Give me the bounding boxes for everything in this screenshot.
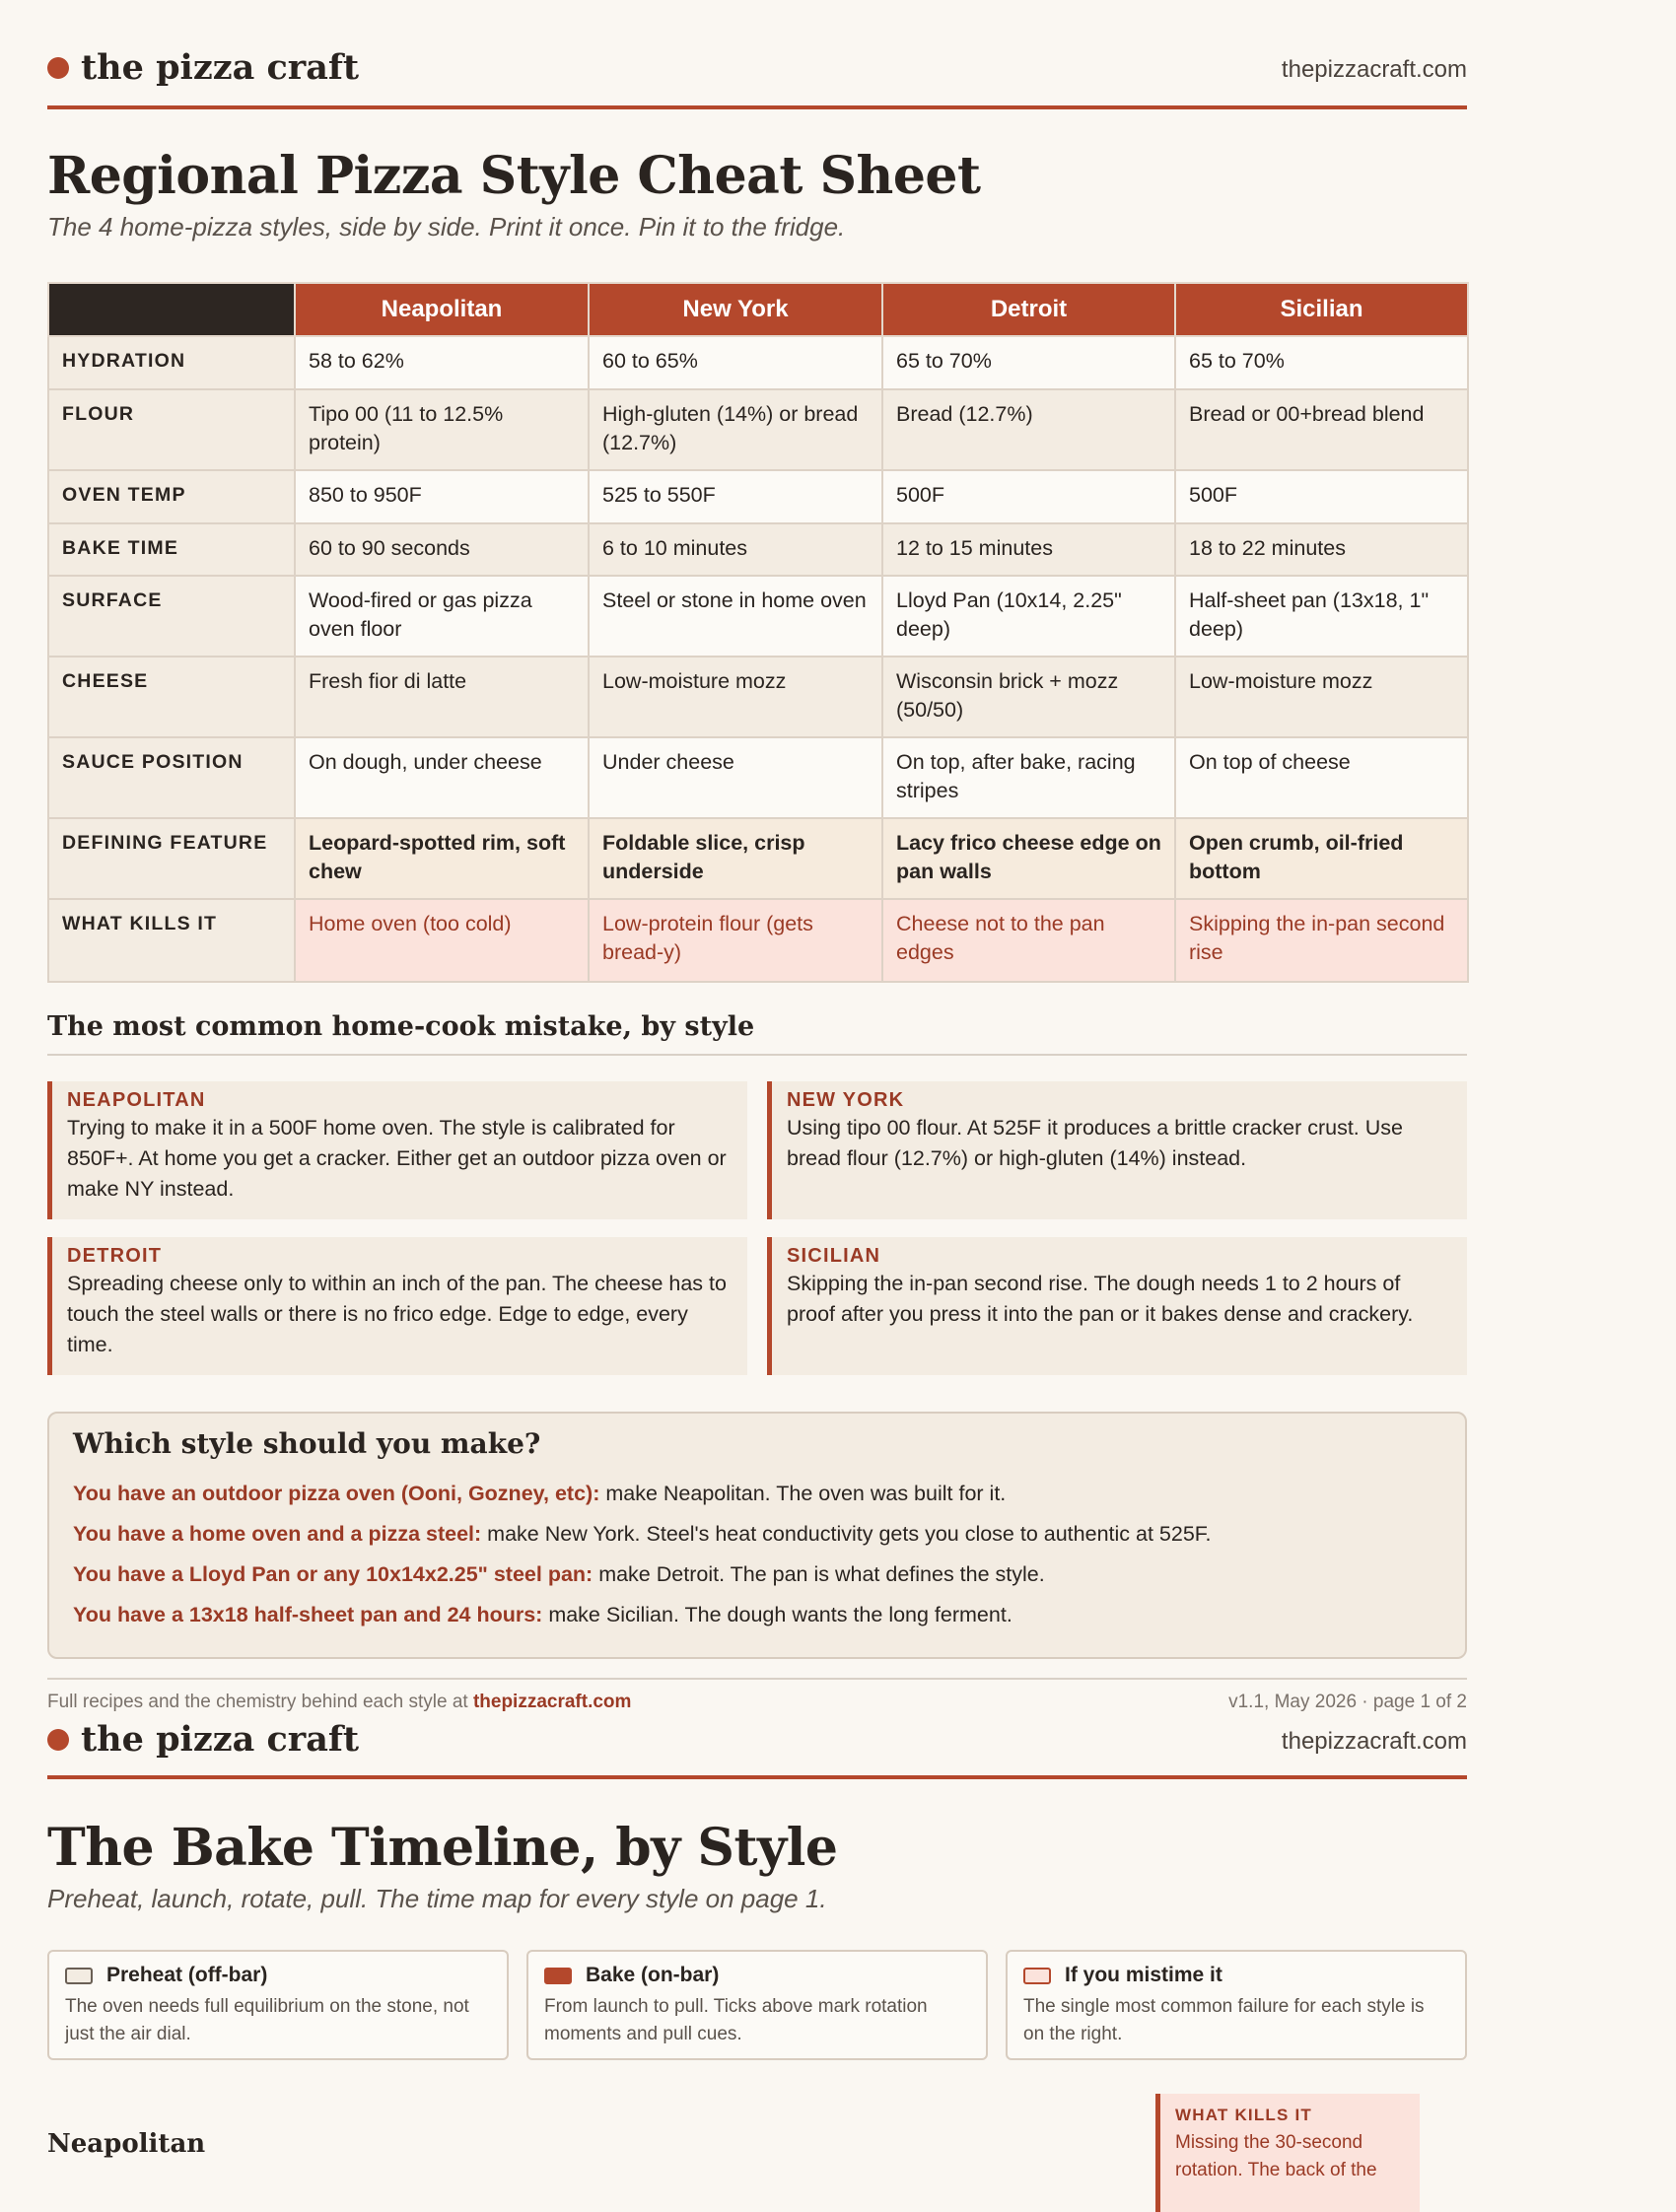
mistime-swatch bbox=[1023, 1968, 1051, 1984]
which-item bbox=[73, 1555, 1441, 1595]
row-header: HYDRATION bbox=[48, 336, 295, 389]
table-cell: Home oven (too cold) bbox=[295, 899, 589, 982]
legend-title: If you mistime it bbox=[1065, 1964, 1222, 1986]
table-cell: 500F bbox=[1175, 470, 1468, 523]
table-cell: Low-moisture mozz bbox=[1175, 657, 1468, 737]
legend-title-row bbox=[1023, 1964, 1449, 1987]
brand-logo[interactable] bbox=[47, 1719, 359, 1760]
table-header-row bbox=[48, 283, 1468, 336]
which-recommendation: make Detroit. The pan is what defines the style. bbox=[593, 1562, 1045, 1586]
mistake-card bbox=[47, 1237, 747, 1375]
page-title: Regional Pizza Style Cheat Sheet bbox=[47, 146, 981, 206]
legend-item-mistime bbox=[1006, 1950, 1467, 2060]
site-url[interactable]: thepizzacraft.com bbox=[1281, 1728, 1467, 1755]
table-cell: Tipo 00 (11 to 12.5% protein) bbox=[295, 389, 589, 470]
page-subtitle: The 4 home-pizza styles, side by side. Print it once. Pin it to the fridge. bbox=[47, 212, 846, 242]
table-row bbox=[48, 576, 1468, 657]
row-header: OVEN TEMP bbox=[48, 470, 295, 523]
footer-text: Full recipes and the chemistry behind each style at bbox=[47, 1692, 473, 1712]
which-condition: You have a Lloyd Pan or any 10x14x2.25" steel pan: bbox=[73, 1562, 594, 1586]
page-header bbox=[47, 47, 1467, 109]
footer-version: v1.1, May 2026 · page 1 of 2 bbox=[1228, 1692, 1467, 1712]
preheat-swatch bbox=[65, 1968, 93, 1984]
legend-desc: The oven needs full equilibrium on the stone, not just the air dial. bbox=[65, 1996, 469, 2044]
which-recommendation: make Sicilian. The dough wants the long ferment. bbox=[542, 1603, 1013, 1626]
timeline-legend-wrap bbox=[47, 1950, 1467, 2060]
brand-logo[interactable] bbox=[47, 47, 359, 88]
legend-title-row bbox=[544, 1964, 970, 1987]
table-cell: 65 to 70% bbox=[1175, 336, 1468, 389]
table-row bbox=[48, 657, 1468, 737]
legend-title: Bake (on-bar) bbox=[586, 1964, 720, 1986]
style-table-wrap bbox=[47, 282, 1467, 983]
row-header: BAKE TIME bbox=[48, 523, 295, 576]
mistake-text: Using tipo 00 flour. At 525F it produces a brittle cracker crust. Use bread flour (12.7%) or high-gluten (14%) instead. bbox=[787, 1116, 1403, 1170]
table-row-what-kills-it bbox=[48, 899, 1468, 982]
table-cell: 850 to 950F bbox=[295, 470, 589, 523]
table-row bbox=[48, 389, 1468, 470]
row-header: WHAT KILLS IT bbox=[48, 899, 295, 982]
table-cell: Wood-fired or gas pizza oven floor bbox=[295, 576, 589, 657]
table-cell: Leopard-spotted rim, soft chew bbox=[295, 818, 589, 899]
which-style-box bbox=[47, 1412, 1467, 1659]
table-cell: 525 to 550F bbox=[589, 470, 882, 523]
table-cell: 58 to 62% bbox=[295, 336, 589, 389]
table-cell: 65 to 70% bbox=[882, 336, 1175, 389]
mistake-label: DETROIT bbox=[67, 1245, 163, 1267]
what-kills-it-callout bbox=[1155, 2094, 1420, 2212]
style-comparison-table bbox=[47, 282, 1469, 983]
table-cell: 6 to 10 minutes bbox=[589, 523, 882, 576]
brand-dot-icon bbox=[47, 1729, 69, 1751]
brand-dot-icon bbox=[47, 57, 69, 79]
table-cell: On top of cheese bbox=[1175, 737, 1468, 818]
style-heading-neapolitan: Neapolitan bbox=[47, 2129, 206, 2159]
row-header: SURFACE bbox=[48, 576, 295, 657]
page1-header-wrap bbox=[47, 47, 1467, 109]
mistakes-section bbox=[47, 1011, 1467, 1375]
table-row bbox=[48, 336, 1468, 389]
which-recommendation: make New York. Steel's heat conductivity gets you close to authentic at 525F. bbox=[481, 1522, 1212, 1546]
mistake-text: Spreading cheese only to within an inch of the pan. The cheese has to touch the steel walls or there is no frico edge. Edge to edge, every time. bbox=[67, 1272, 727, 1356]
table-cell: 60 to 65% bbox=[589, 336, 882, 389]
mistake-text: Trying to make it in a 500F home oven. The style is calibrated for 850F+. At home you get a cracker. Either get an outdoor pizza oven or make NY instead. bbox=[67, 1116, 727, 1201]
mistake-card bbox=[767, 1081, 1467, 1219]
mistake-card bbox=[47, 1081, 747, 1219]
legend-title: Preheat (off-bar) bbox=[106, 1964, 268, 1986]
table-cell: Open crumb, oil-fried bottom bbox=[1175, 818, 1468, 899]
footer-link[interactable]: thepizzacraft.com bbox=[472, 1692, 632, 1712]
legend-item-bake bbox=[526, 1950, 988, 2060]
row-header: DEFINING FEATURE bbox=[48, 818, 295, 899]
mistake-card bbox=[767, 1237, 1467, 1375]
which-condition: You have a home oven and a pizza steel: bbox=[73, 1522, 482, 1546]
table-cell: Wisconsin brick + mozz (50/50) bbox=[882, 657, 1175, 737]
page1-footer bbox=[47, 1678, 1467, 1713]
which-condition: You have a 13x18 half-sheet pan and 24 hours: bbox=[73, 1603, 543, 1626]
page-footer bbox=[47, 1678, 1467, 1713]
table-row bbox=[48, 523, 1468, 576]
row-header: CHEESE bbox=[48, 657, 295, 737]
callout-text: Missing the 30-second rotation. The back of the bbox=[1175, 2132, 1377, 2180]
brand-name: the pizza craft bbox=[81, 47, 360, 88]
table-row bbox=[48, 737, 1468, 818]
mistake-label: SICILIAN bbox=[787, 1245, 881, 1267]
title-block bbox=[47, 146, 1467, 242]
legend-desc: The single most common failure for each style is on the right. bbox=[1023, 1996, 1425, 2044]
legend-title-row bbox=[65, 1964, 491, 1987]
legend-item-preheat bbox=[47, 1950, 509, 2060]
page-subtitle: Preheat, launch, rotate, pull. The time map for every style on page 1. bbox=[47, 1884, 827, 1913]
table-row-defining-feature bbox=[48, 818, 1468, 899]
page-header bbox=[47, 1719, 1467, 1779]
table-cell: On top, after bake, racing stripes bbox=[882, 737, 1175, 818]
table-cell: Bread (12.7%) bbox=[882, 389, 1175, 470]
section-title: The most common home-cook mistake, by style bbox=[47, 1011, 1467, 1056]
table-cell: On dough, under cheese bbox=[295, 737, 589, 818]
which-style-box-wrap bbox=[47, 1412, 1467, 1659]
table-cell: Fresh fior di latte bbox=[295, 657, 589, 737]
callout-label: WHAT KILLS IT bbox=[1175, 2106, 1312, 2124]
table-cell: Lacy frico cheese edge on pan walls bbox=[882, 818, 1175, 899]
column-header: Detroit bbox=[882, 283, 1175, 336]
table-corner bbox=[48, 283, 295, 336]
table-row bbox=[48, 470, 1468, 523]
row-header: FLOUR bbox=[48, 389, 295, 470]
table-cell: Cheese not to the pan edges bbox=[882, 899, 1175, 982]
mistake-label: NEW YORK bbox=[787, 1089, 905, 1111]
table-cell: 60 to 90 seconds bbox=[295, 523, 589, 576]
mistake-label: NEAPOLITAN bbox=[67, 1089, 206, 1111]
table-cell: Steel or stone in home oven bbox=[589, 576, 882, 657]
page2-header-wrap bbox=[47, 1719, 1467, 1779]
timeline-legend bbox=[47, 1950, 1467, 2060]
table-cell: Under cheese bbox=[589, 737, 882, 818]
row-header: SAUCE POSITION bbox=[48, 737, 295, 818]
table-cell: Lloyd Pan (10x14, 2.25" deep) bbox=[882, 576, 1175, 657]
which-item bbox=[73, 1514, 1441, 1555]
table-cell: 18 to 22 minutes bbox=[1175, 523, 1468, 576]
table-cell: Foldable slice, crisp underside bbox=[589, 818, 882, 899]
legend-desc: From launch to pull. Ticks above mark rotation moments and pull cues. bbox=[544, 1996, 928, 2044]
table-cell: 500F bbox=[882, 470, 1175, 523]
brand-name: the pizza craft bbox=[81, 1719, 360, 1760]
which-recommendation: make Neapolitan. The oven was built for it. bbox=[599, 1482, 1007, 1505]
footer-left bbox=[47, 1692, 631, 1713]
site-url[interactable]: thepizzacraft.com bbox=[1281, 56, 1467, 83]
which-item bbox=[73, 1474, 1441, 1514]
table-cell: Low-protein flour (gets bread-y) bbox=[589, 899, 882, 982]
column-header: Neapolitan bbox=[295, 283, 589, 336]
which-style-title: Which style should you make? bbox=[73, 1427, 541, 1460]
bake-swatch bbox=[544, 1968, 572, 1984]
page-title: The Bake Timeline, by Style bbox=[47, 1818, 838, 1878]
mistake-text: Skipping the in-pan second rise. The dough needs 1 to 2 hours of proof after you press it into the pan or it bakes dense and crackery. bbox=[787, 1272, 1414, 1326]
column-header: Sicilian bbox=[1175, 283, 1468, 336]
table-cell: Half-sheet pan (13x18, 1" deep) bbox=[1175, 576, 1468, 657]
page2-title-block bbox=[47, 1818, 1467, 1914]
table-cell: High-gluten (14%) or bread (12.7%) bbox=[589, 389, 882, 470]
table-cell: 12 to 15 minutes bbox=[882, 523, 1175, 576]
column-header: New York bbox=[589, 283, 882, 336]
mistake-cards bbox=[47, 1081, 1467, 1375]
table-cell: Bread or 00+bread blend bbox=[1175, 389, 1468, 470]
table-cell: Low-moisture mozz bbox=[589, 657, 882, 737]
table-cell: Skipping the in-pan second rise bbox=[1175, 899, 1468, 982]
which-item bbox=[73, 1595, 1441, 1635]
which-condition: You have an outdoor pizza oven (Ooni, Gozney, etc): bbox=[73, 1482, 600, 1505]
